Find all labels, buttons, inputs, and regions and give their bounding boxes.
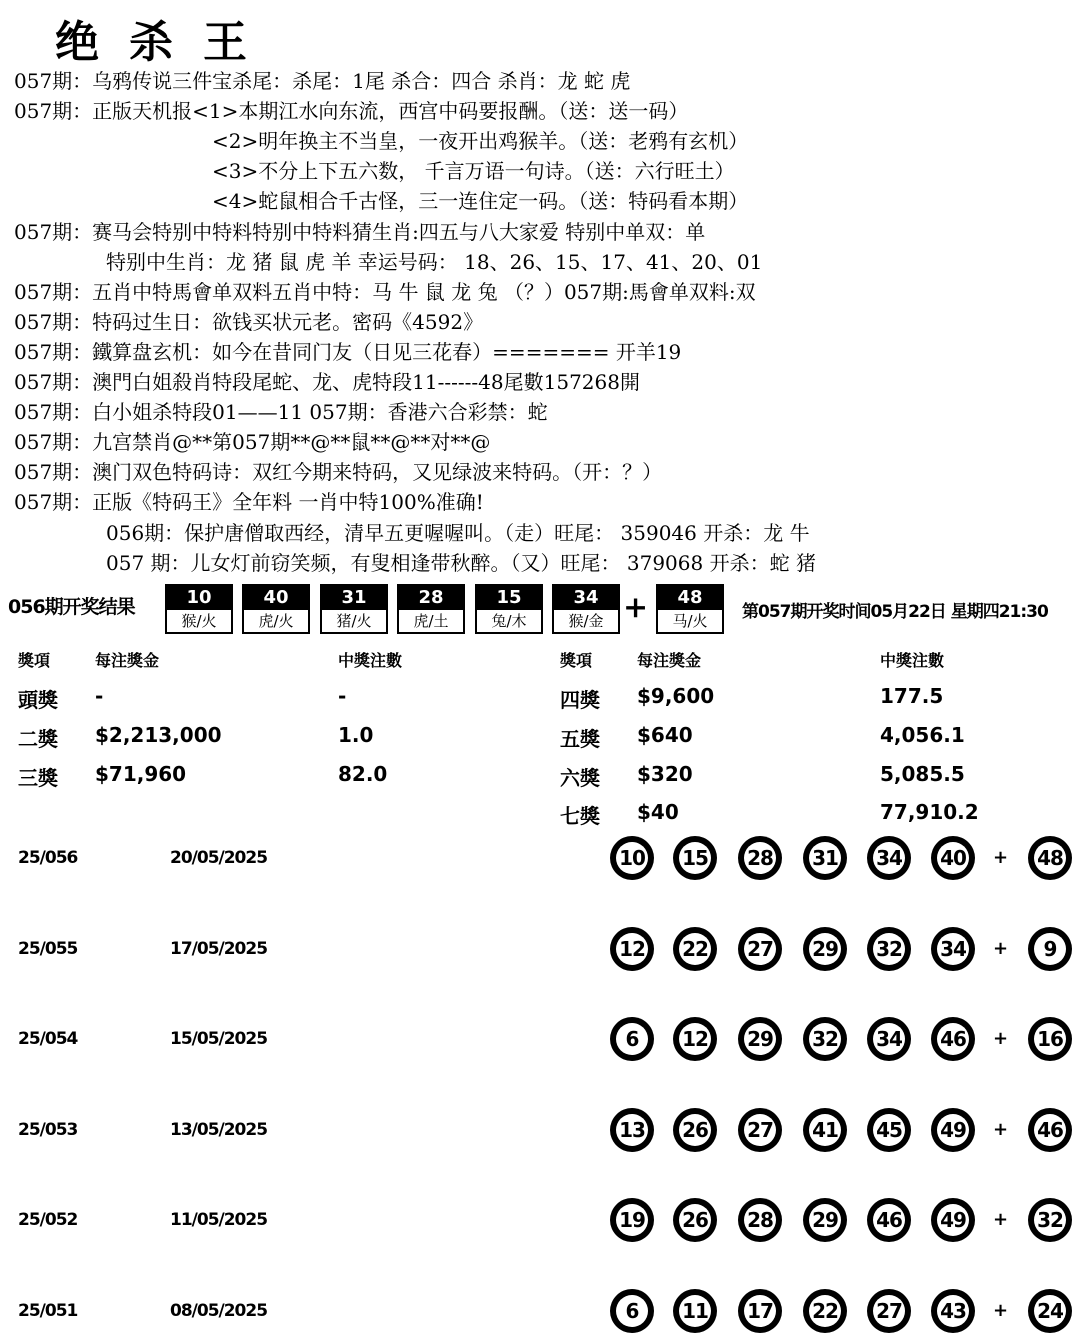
history-ball (931, 836, 975, 880)
result-ball-number: 10 (167, 586, 231, 610)
prize-header: 每注獎金 (637, 651, 702, 670)
history-special-number: 32 (1034, 1204, 1066, 1236)
result-ball-number: 15 (477, 586, 541, 610)
text-line: 057期：澳门双色特码诗：双红今期来特码，又见绿波来特码。（开：？） (14, 460, 663, 485)
prize-amount: $320 (637, 762, 693, 786)
result-ball-box (475, 584, 543, 634)
result-ball-number: 28 (399, 586, 463, 610)
text-line: 057期：鐵算盘玄机：如今在昔同门友（日见三花春）======= 开羊19 (14, 339, 682, 364)
history-ball-number: 12 (679, 1023, 711, 1055)
prize-count: 177.5 (880, 684, 944, 708)
history-ball (931, 1198, 975, 1242)
history-draw-id: 25/053 (18, 1119, 78, 1140)
history-special-ball (1028, 1017, 1072, 1061)
history-ball-number: 29 (744, 1023, 776, 1055)
history-ball-number: 28 (744, 1204, 776, 1236)
text-line: 057期：白小姐杀特段01——11 057期：香港六合彩禁：蛇 (14, 400, 548, 425)
history-special-number: 9 (1034, 933, 1066, 965)
page-title: 绝杀王 (55, 17, 277, 68)
history-ball-number: 15 (679, 842, 711, 874)
result-ball-number: 40 (244, 586, 308, 610)
history-ball-number: 49 (937, 1114, 969, 1146)
text-line: 057期：正版《特码王》全年料 一肖中特100%准确! (14, 490, 484, 515)
text-line: 057期：澳門白姐殺肖特段尾蛇、龙、虎特段11------48尾數157268開 (14, 370, 640, 394)
history-ball-number: 40 (937, 842, 969, 874)
history-ball (803, 1017, 847, 1061)
prize-header: 獎項 (560, 651, 593, 670)
history-plus: + (993, 1209, 1009, 1230)
result-special-zodiac: 马/火 (672, 612, 708, 630)
history-ball-number: 34 (873, 1023, 905, 1055)
history-ball-number: 10 (616, 842, 648, 874)
history-ball-number: 46 (937, 1023, 969, 1055)
text-line: 特别中生肖：龙 猪 鼠 虎 羊 幸运号码： 18、26、15、17、41、20、01 (106, 249, 763, 274)
history-plus: + (993, 1028, 1009, 1049)
result-ball-box (397, 584, 465, 634)
history-ball (803, 1108, 847, 1152)
history-ball-number: 29 (809, 933, 841, 965)
text-line: <2>明年换主不当皇，一夜开出鸡猴羊。（送：老鸦有玄机） (212, 129, 749, 154)
history-ball (931, 1108, 975, 1152)
history-special-number: 46 (1034, 1114, 1066, 1146)
history-ball-number: 27 (744, 1114, 776, 1146)
result-ball-box (242, 584, 310, 634)
history-ball (803, 1198, 847, 1242)
history-ball (867, 1289, 911, 1333)
history-ball-number: 32 (809, 1023, 841, 1055)
history-ball-number: 46 (873, 1204, 905, 1236)
history-ball-number: 34 (937, 933, 969, 965)
prize-header: 中獎注數 (338, 651, 403, 670)
text-line: 057期：乌鸦传说三件宝杀尾：杀尾：1尾 杀合：四合 杀肖：龙 蛇 虎 (14, 69, 631, 93)
history-special-number: 16 (1034, 1023, 1066, 1055)
prize-name: 六獎 (560, 766, 600, 790)
history-ball (867, 1108, 911, 1152)
history-ball-number: 22 (679, 933, 711, 965)
history-ball (610, 1198, 654, 1242)
history-ball (738, 1289, 782, 1333)
history-ball-number: 27 (744, 933, 776, 965)
history-draw-date: 15/05/2025 (170, 1029, 268, 1049)
history-plus: + (993, 847, 1009, 868)
prize-name: 五獎 (560, 727, 600, 751)
text-line: <4>蛇鼠相合千古怪，三一连住定一码。（送：特码看本期） (212, 189, 749, 214)
prize-count: 5,085.5 (880, 762, 965, 786)
history-ball (867, 836, 911, 880)
history-ball (803, 836, 847, 880)
result-special-box (656, 584, 724, 634)
prize-header: 每注獎金 (95, 651, 160, 670)
history-draw-id: 25/051 (18, 1300, 78, 1321)
history-special-ball (1028, 1108, 1072, 1152)
history-ball (673, 1289, 717, 1333)
history-draw-date: 08/05/2025 (170, 1300, 268, 1321)
history-ball-number: 41 (809, 1114, 841, 1146)
history-special-ball (1028, 927, 1072, 971)
history-ball-number: 12 (616, 933, 648, 965)
history-ball-number: 43 (937, 1295, 969, 1327)
prize-amount: $40 (637, 800, 679, 824)
result-ball-zodiac: 猪/火 (336, 612, 372, 630)
text-line: 057期：九宫禁肖@**第057期**@**鼠**@**对**@ (14, 430, 491, 455)
history-plus: + (993, 1299, 1009, 1321)
history-ball (610, 927, 654, 971)
history-ball-number: 19 (616, 1204, 648, 1236)
result-label: 056期开奖结果 (8, 596, 135, 618)
history-draw-date: 20/05/2025 (170, 848, 268, 868)
history-ball-number: 22 (809, 1295, 841, 1327)
history-ball (867, 1198, 911, 1242)
result-ball-box (552, 584, 620, 634)
next-draw-time: 第057期开奖时间05月22日 星期四21:30 (742, 602, 1048, 622)
history-draw-date: 11/05/2025 (170, 1210, 268, 1230)
history-ball (673, 1198, 717, 1242)
history-ball (673, 836, 717, 880)
history-ball (738, 1108, 782, 1152)
history-ball (867, 927, 911, 971)
history-ball (931, 927, 975, 971)
history-ball (931, 1017, 975, 1061)
history-ball-number: 11 (679, 1295, 711, 1327)
result-plus: + (623, 590, 649, 625)
prize-count: - (338, 684, 347, 708)
prize-count: 4,056.1 (880, 723, 965, 747)
prize-count: 1.0 (338, 723, 374, 747)
result-ball-box (320, 584, 388, 634)
text-line: 056期：保护唐僧取西经，清早五更喔喔叫。（走）旺尾： 359046 开杀：龙 牛 (106, 520, 810, 545)
history-ball (803, 1289, 847, 1333)
history-ball (673, 927, 717, 971)
history-ball-number: 29 (809, 1204, 841, 1236)
history-ball (610, 836, 654, 880)
history-ball-number: 28 (744, 842, 776, 874)
history-special-number: 24 (1034, 1295, 1066, 1327)
prize-amount: $9,600 (637, 684, 715, 708)
text-line: 057 期：儿女灯前窃笑频，有叟相逢带秋醉。（又）旺尾： 379068 开杀：蛇 猪 (106, 550, 816, 575)
history-ball (610, 1289, 654, 1333)
history-ball-number: 6 (616, 1023, 648, 1055)
history-draw-id: 25/054 (18, 1029, 78, 1049)
prize-amount: $71,960 (95, 762, 187, 786)
history-ball (673, 1017, 717, 1061)
history-special-ball (1028, 836, 1072, 880)
history-ball (803, 927, 847, 971)
history-ball-number: 26 (679, 1114, 711, 1146)
history-ball-number: 31 (809, 842, 841, 874)
history-ball (738, 836, 782, 880)
prize-header: 中獎注數 (880, 651, 945, 670)
result-ball-zodiac: 虎/土 (413, 612, 449, 630)
history-draw-id: 25/052 (18, 1210, 78, 1230)
text-line: 057期：五肖中特馬會单双料五肖中特：马 牛 鼠 龙 兔 （？）057期:馬會单双料:双 (14, 279, 756, 304)
result-ball-zodiac: 猴/金 (568, 612, 604, 630)
prize-name: 頭獎 (18, 688, 58, 712)
prize-name: 二獎 (18, 727, 58, 751)
prize-header: 獎項 (18, 651, 51, 670)
prize-amount: $640 (637, 723, 693, 747)
history-plus: + (993, 937, 1009, 959)
prize-amount: $2,213,000 (95, 723, 222, 747)
text-line: 057期：赛马会特别中特料特别中特料猜生肖:四五与八大家爱 特别中单双：单 (14, 219, 706, 244)
result-ball-zodiac: 猴/火 (181, 612, 217, 630)
result-special-number: 48 (658, 586, 722, 610)
history-ball (867, 1017, 911, 1061)
history-special-ball (1028, 1198, 1072, 1242)
history-ball-number: 26 (679, 1204, 711, 1236)
history-ball (610, 1108, 654, 1152)
history-ball (738, 1017, 782, 1061)
prize-count: 82.0 (338, 762, 388, 786)
prize-name: 七獎 (560, 804, 600, 828)
history-ball-number: 13 (616, 1114, 648, 1146)
history-ball (738, 927, 782, 971)
history-draw-date: 13/05/2025 (170, 1119, 268, 1140)
history-ball (673, 1108, 717, 1152)
history-ball (931, 1289, 975, 1333)
history-draw-id: 25/056 (18, 848, 78, 868)
prize-name: 三獎 (18, 766, 58, 790)
result-ball-box (165, 584, 233, 634)
history-draw-id: 25/055 (18, 938, 78, 959)
history-special-ball (1028, 1289, 1072, 1333)
result-ball-zodiac: 虎/火 (258, 612, 294, 630)
text-line: <3>不分上下五六数， 千言万语一句诗。（送：六行旺土） (212, 159, 735, 184)
text-line: 057期：特码过生日：欲钱买状元老。密码《4592》 (14, 309, 484, 334)
result-ball-number: 31 (322, 586, 386, 610)
prize-amount: - (95, 684, 104, 708)
history-ball (738, 1198, 782, 1242)
history-ball (610, 1017, 654, 1061)
history-ball-number: 17 (744, 1295, 776, 1327)
history-ball-number: 6 (616, 1295, 648, 1327)
history-draw-date: 17/05/2025 (170, 938, 268, 959)
result-ball-number: 34 (554, 586, 618, 610)
history-ball-number: 49 (937, 1204, 969, 1236)
history-ball-number: 45 (873, 1114, 905, 1146)
prize-count: 77,910.2 (880, 800, 979, 824)
history-special-number: 48 (1034, 842, 1066, 874)
prize-name: 四獎 (560, 688, 600, 712)
result-ball-zodiac: 兔/木 (491, 612, 527, 630)
history-ball-number: 27 (873, 1295, 905, 1327)
history-ball-number: 32 (873, 933, 905, 965)
text-line: 057期：正版天机报<1>本期江水向东流，西宫中码要报酬。（送：送一码） (14, 99, 689, 124)
history-ball-number: 34 (873, 842, 905, 874)
history-plus: + (993, 1118, 1009, 1140)
